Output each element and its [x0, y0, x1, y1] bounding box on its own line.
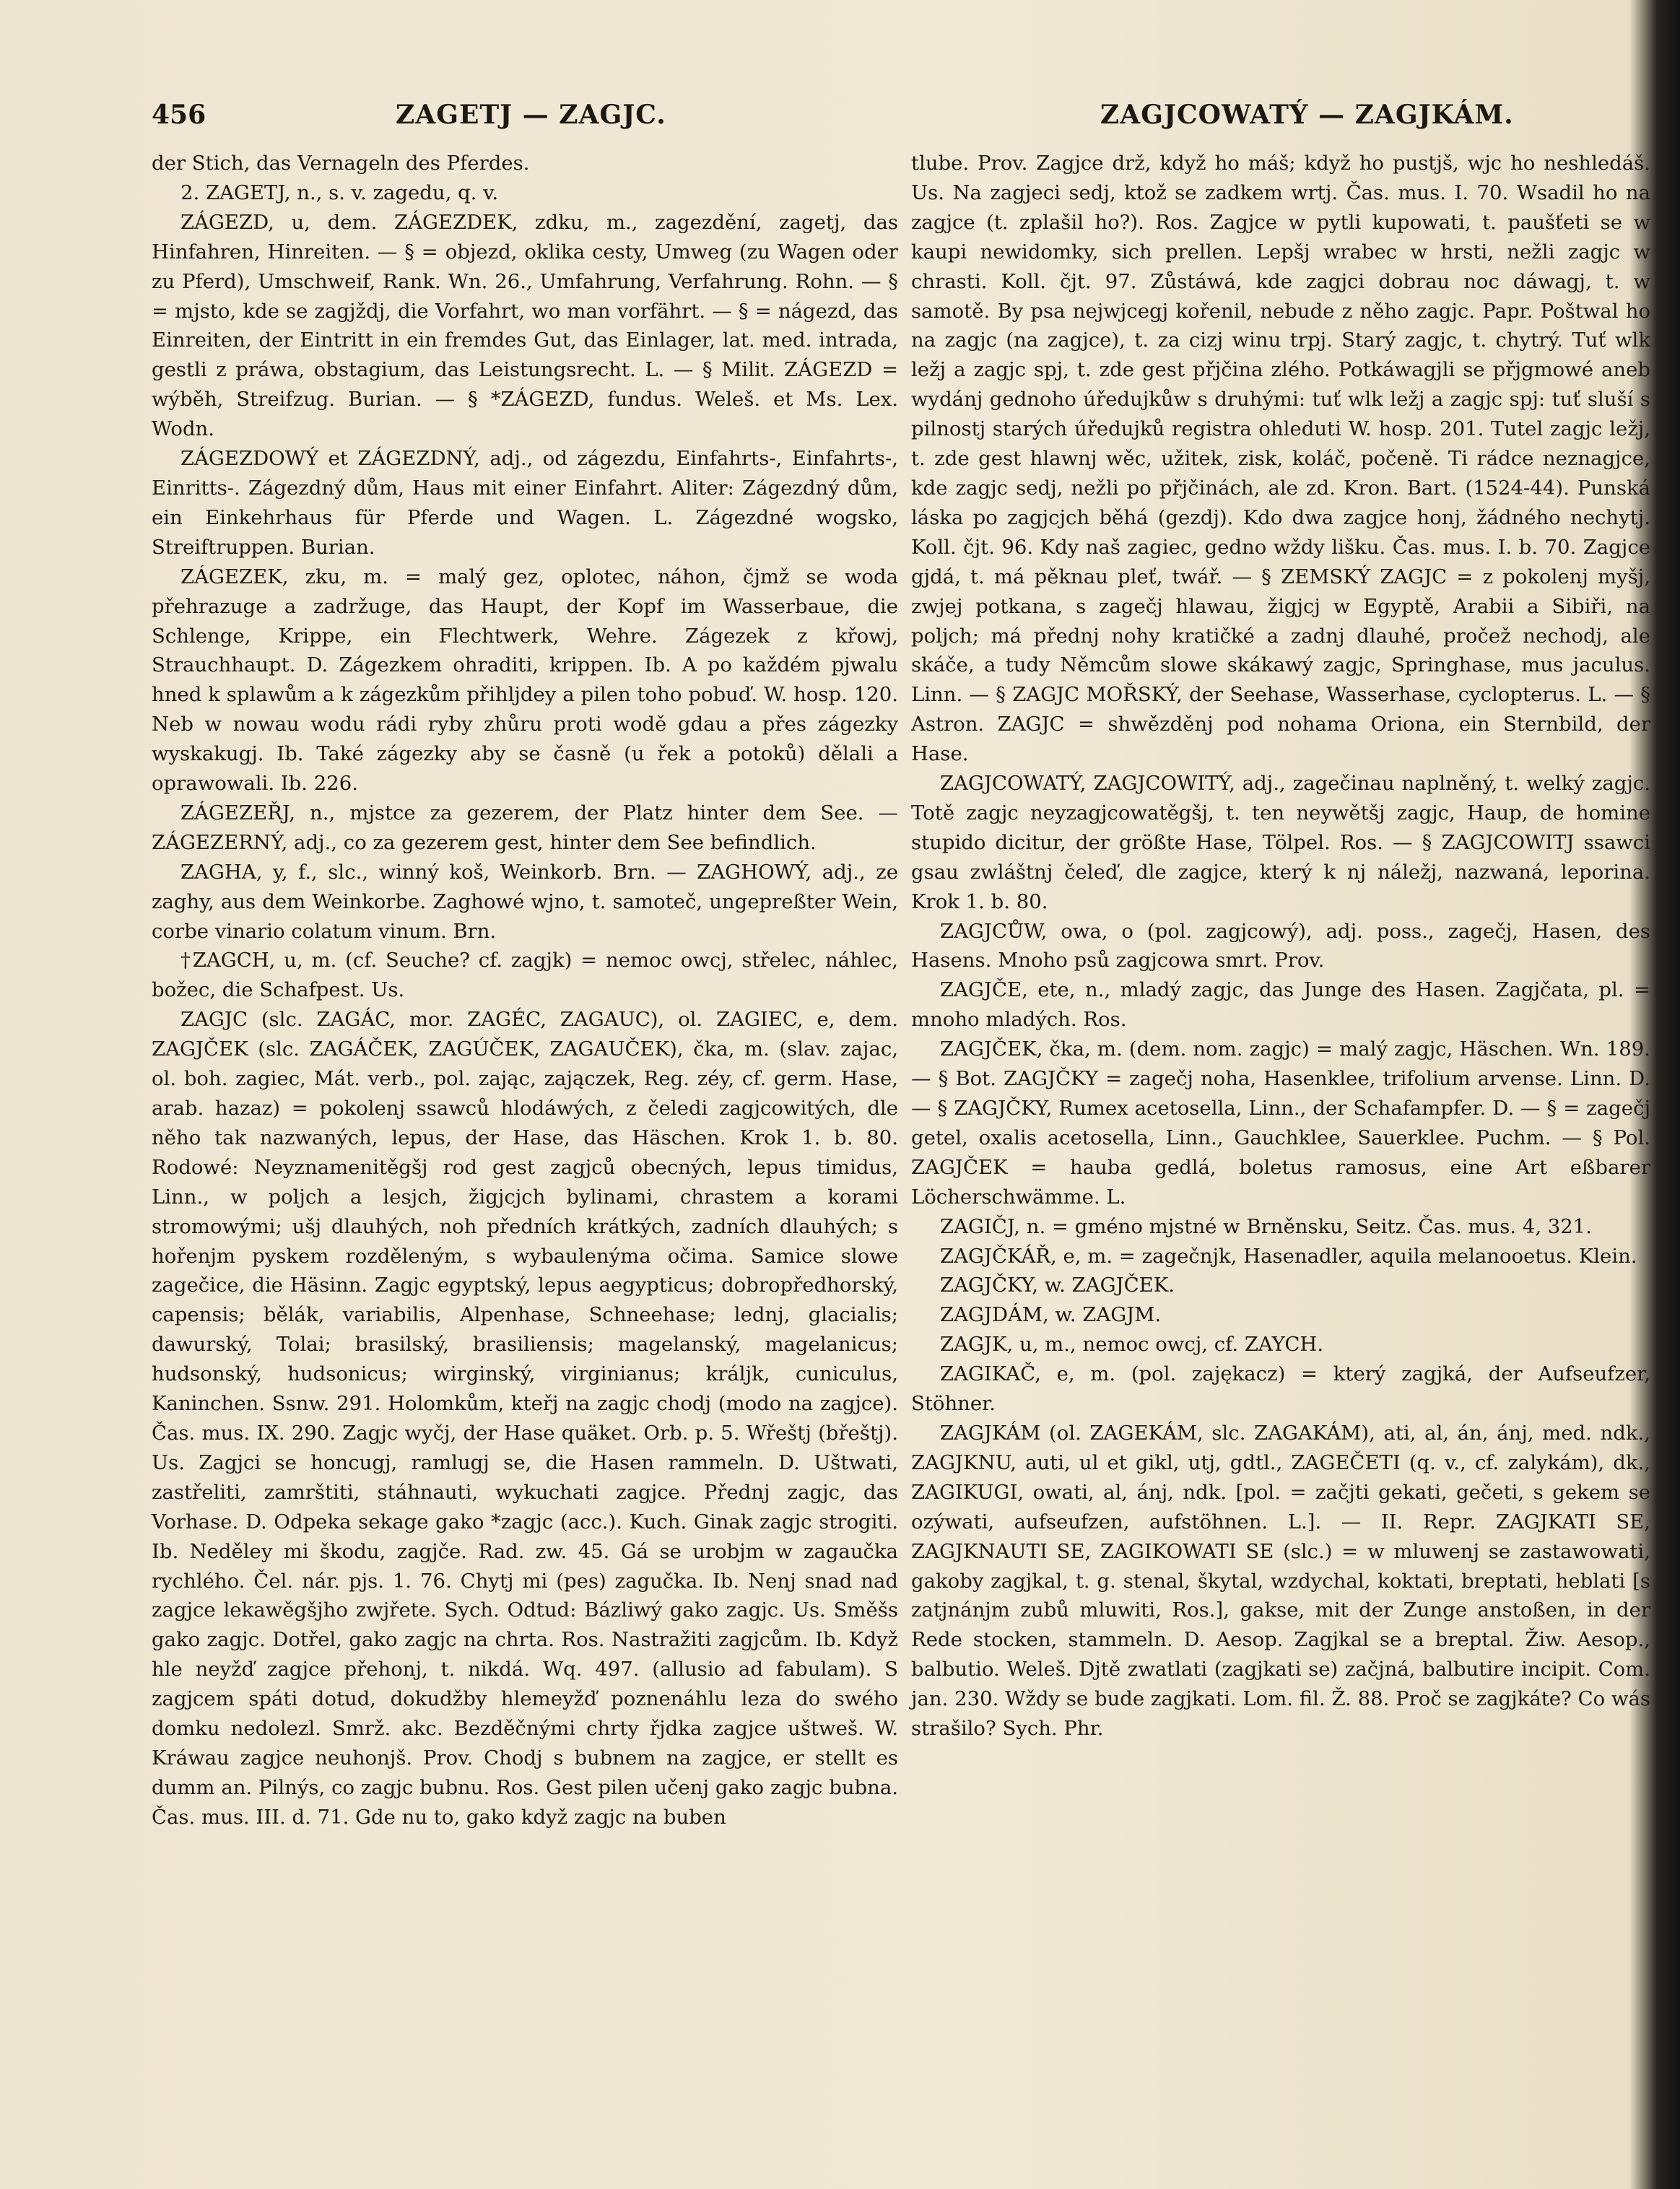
- entry-paragraph: ZAGHA, y, f., slc., winný koš, Weinkorb. Brn. — ZAGHOWÝ, adj., ze zaghy, aus dem Weinkorbe. Zaghowé wjno, t. samoteč, ungepreßter Wein, corbe vinario colatum vinum. Brn.: [152, 860, 898, 943]
- running-head-left: ZAGETJ — ZAGJC.: [396, 100, 666, 130]
- entry-paragraph: 2. ZAGETJ, n., s. v. zagedu, q. v.: [180, 180, 499, 204]
- entry-paragraph: ZÁGEZEK, zku, m. = malý gez, oplotec, náhon, čjmž se woda přehrazuge a zadržuge, das Haupt, der Kopf im Wasserbaue, die Schlenge, Krippe, ein Flechtwerk, Wehre. Zágezek z křowj, Strauchhaupt. D. Zágezkem ohraditi, krippen. Ib. A po každém pjwalu hned k splawům a k zágezkům přihljdey a pilen toho pobuď. W. hosp. 120. Neb w nowau wodu rádi ryby zhůru proti wodě gdau a přes zágezky wyskakugj. Ib. Také zágezky aby se časně (u řek a potoků) dělali a oprawowali. Ib. 226.: [152, 565, 898, 796]
- entry-paragraph: †ZAGCH, u, m. (cf. Seuche? cf. zagjk) = nemoc owcj, střelec, náhlec, božec, die Schafpest. Us.: [152, 949, 898, 1002]
- right-column: [911, 149, 1650, 1744]
- entry-paragraph: ZAGJC (slc. ZAGÁC, mor. ZAGÉC, ZAGAUC), ol. ZAGIEC, e, dem. ZAGJČEK (slc. ZAGÁČEK, ZAGÚČEK, ZAGAUČEK), čka, m. (slav. zajac, ol. boh. zagiec, Mát. verb., pol. zając, zajączek, Reg. zéy, cf. germ. Hase, arab. hazaz) = pokolenj ssawců hlodáwých, z čeledi zagjcowitých, dle něho tak nazwaných, lepus, der Hase, das Häschen. Krok 1. b. 80. Rodowé: Neyznamenitěgšj rod gest zagjců obecných, lepus timidus, Linn., w poljch a lesjch, žigjcjch bylinami, chrastem a korami stromowými; ušj dlauhých, noh předních krátkých, zadních dlauhých; s hořenjm pyskem rozděleným, s wybaulenýma očima. Samice slowe zagečice, die Häsinn. Zagjc egyptský, lepus aegypticus; dobropředhorský, capensis; bělák, variabilis, Alpenhase, Schneehase; lednj, glacialis; dawurský, Tolai; brasilský, brasiliensis; magelanský, magelanicus; hudsonský, hudsonicus; wirginský, virginianus; králjk, cuniculus, Kaninchen. Ssnw. 291. Holomkům, kteřj na zagjc chodj (modo na zagjce). Čas. mus. IX. 290. Zagjc wyčj, der Hase quäket. Orb. p. 5. Wřeštj (břeštj). Us. Zagjci se honcugj, ramlugj se, die Hasen rammeln. D. Uštwati, zastřeliti, zamrštiti, stáhnauti, wykuchati zagjce. Přednj zagjc, das Vorhase. D. Odpeka sekage gako *zagjc (acc.). Kuch. Ginak zagjc strogiti. Ib. Neděley mi škodu, zagjče. Rad. zw. 45. Gá se urobjm w zagaučka rychlého. Čel. nár. pjs. 1. 76. Chytj mi (pes) zagučka. Ib. Nenj snad nad zagjce lekawěgšjho zwjřete. Sych. Odtud: Bázliwý gako zagjc. Us. Směšs gako zagjc. Dotřel, gako zagjc na chrta. Ros. Nastražiti zagjcům. Ib. Když hle neyžď zagjce přehonj, t. nikdá. Wq. 497. (allusio ad fabulam). S zagjcem spáti dotud, dokudžby hlemeyžď poznenáhlu leza do swého domku nedolezl. Smrž. akc. Bezděčnými chrty řjdka zagjce uštweš. W. Kráwau zagjce neuhonjš. Prov. Chodj s bubnem na zagjce, er stellt es dumm an. Pilnýs, co zagjc bubnu. Ros. Gest pilen učenj gako zagjc bubna. Čas. mus. III. d. 71. Gde nu to, gako když zagjc na buben: [152, 1008, 898, 1829]
- entry-paragraph: ZAGIKAČ, e, m. (pol. zajękacz) = který zagjká, der Aufseufzer, Stöhner.: [911, 1362, 1650, 1416]
- entry-paragraph: ZÁGEZD, u, dem. ZÁGEZDEK, zdku, m., zagezdění, zagetj, das Hinfahren, Hinreiten. — § = objezd, oklika cesty, Umweg (zu Wagen oder zu Pferd), Umschweif, Rank. Wn. 26., Umfahrung, Verfahrung. Rohn. — § = mjsto, kde se zagjždj, die Vorfahrt, wo man vorfährt. — § = nágezd, das Einreiten, der Eintritt in ein fremdes Gut, das Einlager, lat. med. intrada, gestli z práwa, obstagium, das Leistungsrecht. L. — § Milit. ZÁGEZD = wýběh, Streifzug. Burian. — § *ZÁGEZD, fundus. Weleš. et Ms. Lex. Wodn.: [152, 210, 898, 441]
- entry-paragraph: ZAGJK, u, m., nemoc owcj, cf. ZAYCH.: [940, 1333, 1324, 1357]
- entry-paragraph: tlube. Prov. Zagjce drž, když ho máš; když ho pustjš, wjc ho neshledáš. Us. Na zagjeci sedj, ktož se zadkem wrtj. Čas. mus. I. 70. Wsadil ho na zagjce (t. zplašil ho?). Ros. Zagjce w pytli kupowati, t. paušťeti se w kaupi newidomky, sich prellen. Lepšj wrabec w hrsti, nežli zagjc w chrasti. Koll. čjt. 97. Zůstáwá, kde zagjci dobrau noc dáwagj, t. w samotě. By psa nejwjcegj kořenil, nebude z něho zagjc. Papr. Poštwal ho na zagjc (na zagjce), t. za cizj winu trpj. Starý zagjc, t. chytrý. Tuť wlk ležj a zagjc spj, t. zde gest přjčina zlého. Potkáwagjli se přjgmowé aneb wydánj gednoho úředujkůw s druhými: tuť wlk ležj a zagjc spj: tuť sluší s pilnostj starých úředujků registra ohleduti W. hosp. 201. Tutel zagjc ležj, t. zde gest hlawnj wěc, užitek, zisk, koláč, počeně. Ti rádce neznagjce, kde zagjc sedj, nežli po přjčinách, ale zd. Kron. Bart. (1524-44). Punská láska po zagjcjch běhá (gezdj). Kdo dwa zagjce honj, žádného nechytj. Koll. čjt. 96. Kdy naš zagiec, gedno wždy lišku. Čas. mus. I. b. 70. Zagjce gjdá, t. má pěknau pleť, twář. — § ZEMSKÝ ZAGJC = z pokolenj myšj, zwjej potkana, s zagečj hlawau, žigjcj w Egyptě, Arabii a Sibiři, na poljch; má přednj nohy kratičké a zadnj dlauhé, pročež nechodj, ale skáče, a tudy Němcům slowe skákawý zagjc, Springhase, mus jaculus. Linn. — § ZAGJC MOŘSKÝ, der Seehase, Wasserhase, cyclopterus. L. — § Astron. ZAGJC = shwězděnj pod nohama Oriona, ein Sternbild, der Hase.: [911, 152, 1650, 766]
- entry-paragraph: ZAGJČKY, w. ZAGJČEK.: [940, 1274, 1175, 1297]
- entry-paragraph: ZAGJKÁM (ol. ZAGEKÁM, slc. ZAGAKÁM), ati, al, án, ánj, med. ndk., ZAGJKNU, auti, ul et gikl, utj, gdtl., ZAGEČETI (q. v., cf. zalykám), dk., ZAGIKUGI, owati, al, ánj, ndk. [pol. = začjti gekati, gečeti, s gekem se ozýwati, aufseufzen, aufstöhnen. L.]. — II. Repr. ZAGJKATI SE, ZAGJKNAUTI SE, ZAGIKOWATI SE (slc.) = w mluwenj se zastawowati, gakoby zagjkal, t. g. stenal, škytal, wzdychal, koktati, breptati, heblati [s zatjnánjm zubů mluwiti, Ros.], gakse, mit der Zunge anstoßen, in der Rede stocken, stammeln. D. Aesop. Zagjkal se a breptal. Žiw. Aesop., balbutio. Weleš. Djtě zwatlati (zagjkati se) začjná, balbutire incipit. Com. jan. 230. Wždy se bude zagjkati. Lom. fil. Ž. 88. Proč se zagjkáte? Co wás strašilo? Sych. Phr.: [911, 1421, 1650, 1741]
- entry-paragraph: ZAGJČKÁŘ, e, m. = zagečnjk, Hasenadler, aquila melanooetus. Klein.: [940, 1244, 1637, 1268]
- entry-paragraph: ZAGIČJ, n. = gméno mjstné w Brněnsku, Seitz. Čas. mus. 4, 321.: [940, 1214, 1593, 1238]
- entry-paragraph: ZAGJČE, ete, n., mladý zagjc, das Junge des Hasen. Zagjčata, pl. = mnoho mladých. Ros.: [911, 978, 1650, 1032]
- entry-paragraph: ZAGJČEK, čka, m. (dem. nom. zagjc) = malý zagjc, Häschen. Wn. 189. — § Bot. ZAGJČKY = zagečj noha, Hasenklee, trifolium arvense. Linn. D. — § ZAGJČKY, Rumex acetosella, Linn., der Schafampfer. D. — § = zagečj getel, oxalis acetosella, Linn., Gauchklee, Sauerklee. Puchm. — § Pol. ZAGJČEK = hauba gedlá, boletus ramosus, eine Art eßbarer Löcherschwämme. L.: [911, 1037, 1650, 1209]
- entry-paragraph: ZÁGEZDOWÝ et ZÁGEZDNÝ, adj., od zágezdu, Einfahrts-, Einfahrts-, Einritts-. Zágezdný dům, Haus mit einer Einfahrt. Aliter: Zágezdný dům, ein Einkehrhaus für Pferde und Wagen. L. Zágezdné wogsko, Streiftruppen. Burian.: [152, 447, 898, 559]
- entry-paragraph: ZAGJCŮW, owa, o (pol. zagjcowý), adj. poss., zagečj, Hasen, des Hasens. Mnoho psů zagjcowa smrt. Prov.: [911, 919, 1650, 972]
- left-column: [152, 149, 898, 1832]
- running-head-right: ZAGJCOWATÝ — ZAGJKÁM.: [1100, 100, 1514, 130]
- entry-paragraph: ZAGJDÁM, w. ZAGJM.: [940, 1303, 1162, 1327]
- entry-paragraph: ZÁGEZEŘJ, n., mjstce za gezerem, der Platz hinter dem See. — ZÁGEZERNÝ, adj., co za gezerem gest, hinter dem See befindlich.: [152, 801, 898, 854]
- entry-paragraph: ZAGJCOWATÝ, ZAGJCOWITÝ, adj., zagečinau naplněný, t. welký zagjc. Totě zagjc neyzagjcowatěgšj, t. ten neywětšj zagjc, Haup, de homine stupido dicitur, der größte Hase, Tölpel. Ros. — § ZAGJCOWITJ ssawci gsau zwláštnj čeleď, dle zagjce, který k nj náležj, nazwaná, leporina. Krok 1. b. 80.: [911, 772, 1650, 913]
- page-number: 456: [152, 100, 206, 130]
- entry-paragraph: der Stich, das Vernageln des Pferdes.: [152, 152, 530, 175]
